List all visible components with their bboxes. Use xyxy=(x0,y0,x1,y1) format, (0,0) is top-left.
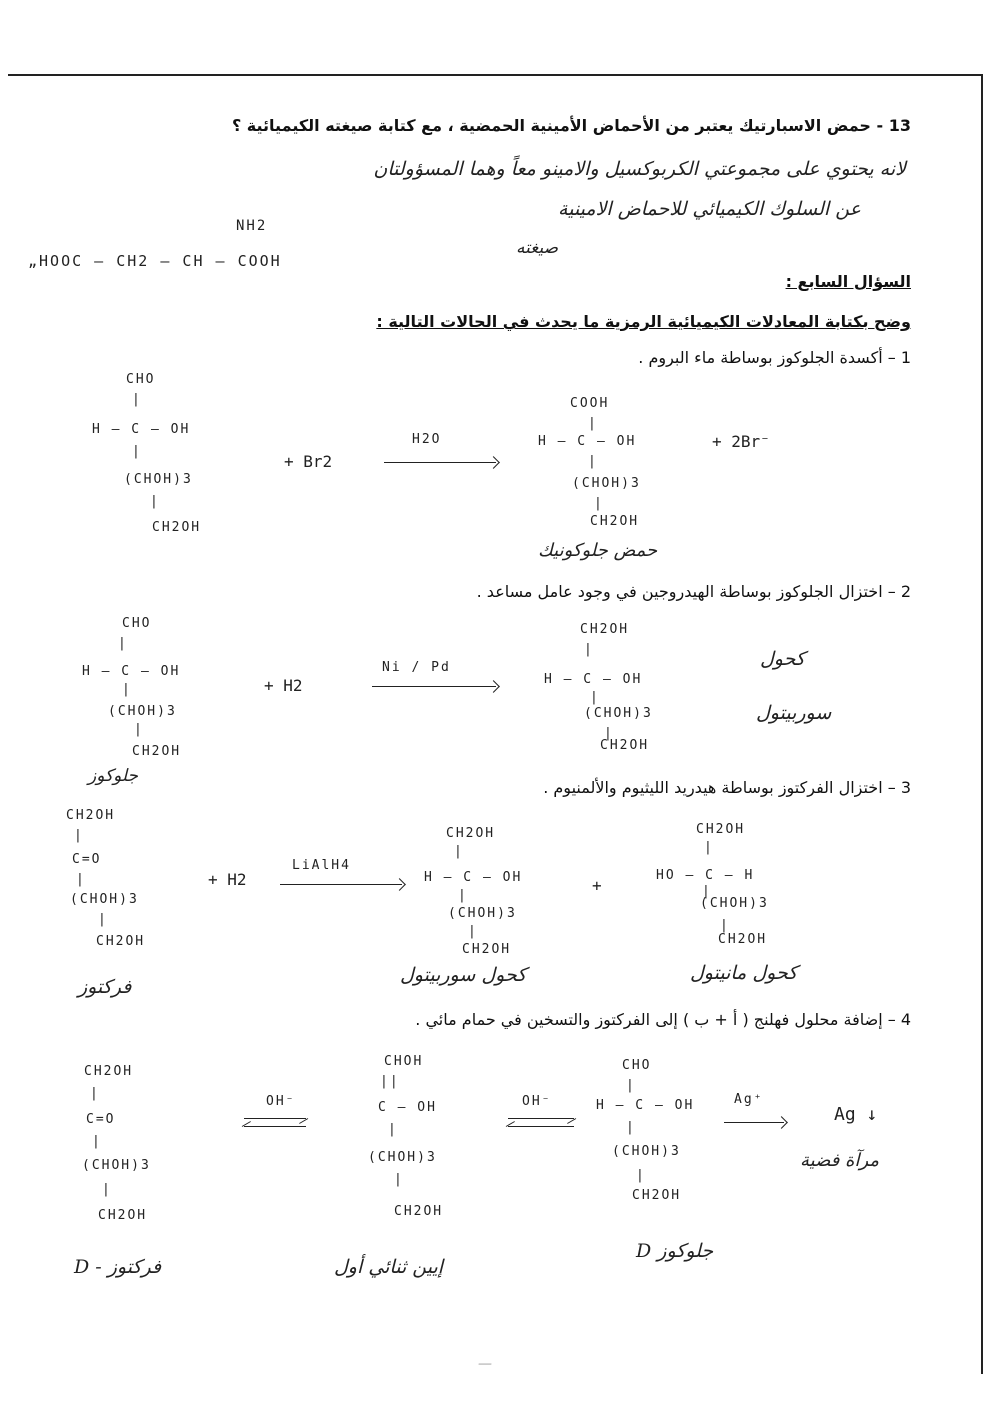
item3-product2-name: كحول مانيتول xyxy=(690,962,798,984)
bond: | xyxy=(102,1182,112,1197)
bond: | xyxy=(90,1086,100,1101)
bond: || xyxy=(380,1074,400,1089)
formula-line: CHO xyxy=(122,616,152,631)
bond: | xyxy=(720,918,730,933)
item2-product-name-1: كحول xyxy=(760,648,805,670)
formula-line: (CHOH)3 xyxy=(108,704,177,719)
formula-line: CH2OH xyxy=(696,822,746,837)
bond: | xyxy=(118,636,128,651)
item3-text: 3 – اختزال الفركتوز بوساطة هيدريد الليثيوم والألمنيوم . xyxy=(543,778,911,797)
item3-arrow xyxy=(280,884,402,885)
item1-product xyxy=(538,396,698,546)
formula-line: (CHOH)3 xyxy=(572,476,641,491)
item1-byproduct: + 2Br⁻ xyxy=(712,432,770,451)
bond: | xyxy=(588,416,598,431)
formula-line: CH2OH xyxy=(632,1188,682,1203)
item4-enediol xyxy=(368,1054,518,1224)
bond: | xyxy=(92,1134,102,1149)
item3-reactant-name: فركتوز xyxy=(78,976,132,998)
bond: | xyxy=(458,888,468,903)
formula-line: CH2OH xyxy=(446,826,496,841)
bond: | xyxy=(134,722,144,737)
bond: | xyxy=(626,1120,636,1135)
q13-heading: 13 - حمض الاسبارتيك يعتبر من الأحماض الأمينية الحمضية ، مع كتابة صيغته الكيميائية ؟ xyxy=(231,116,911,135)
item4-glucose-name: D جلوكوز xyxy=(636,1240,714,1262)
bond: | xyxy=(76,872,86,887)
bond: | xyxy=(98,912,108,927)
page-mark: — xyxy=(478,1356,492,1372)
formula-line: (CHOH)3 xyxy=(368,1150,437,1165)
bond: | xyxy=(394,1172,404,1187)
bond: | xyxy=(636,1168,646,1183)
item2-reactant-name: جلوكوز xyxy=(88,766,139,786)
section7-title: السؤال السابع : xyxy=(785,272,911,291)
item2-reagent: + H2 xyxy=(264,676,303,695)
formula-line: CH2OH xyxy=(84,1064,134,1079)
item4-equilibrium1-top xyxy=(244,1118,306,1119)
formula-line: CH2OH xyxy=(590,514,640,529)
item2-reactant xyxy=(82,616,242,766)
page-border-right xyxy=(981,74,983,1374)
item3-reagent: + H2 xyxy=(208,870,247,889)
item2-arrow xyxy=(372,686,496,687)
formula-line: CH2OH xyxy=(600,738,650,753)
q13-formula-label: صيغته xyxy=(516,238,559,258)
q13-answer-line1: لانه يحتوي على مجموعتي الكربوكسيل والامينو معاً وهما المسؤولتان xyxy=(373,158,906,180)
bond: | xyxy=(74,828,84,843)
item3-plus: + xyxy=(592,876,602,895)
formula-line: H – C – OH xyxy=(544,672,643,687)
page-border-top xyxy=(8,74,983,76)
item4-equilibrium2-top xyxy=(508,1118,574,1119)
item3-product1-name: كحول سوربيتول xyxy=(400,964,527,986)
item4-text: 4 – إضافة محلول فهلنج ( أ + ب ) إلى الفركتوز والتسخين في حمام مائي . xyxy=(415,1010,911,1029)
formula-line: CH2OH xyxy=(580,622,630,637)
formula-line: CH2OH xyxy=(66,808,116,823)
formula-line: C=O xyxy=(72,852,102,867)
bond: | xyxy=(704,840,714,855)
item4-arrow2-label: OH⁻ xyxy=(522,1094,552,1109)
bond: | xyxy=(122,682,132,697)
formula-line: CHOH xyxy=(384,1054,424,1069)
item3-arrow-label: LiAlH4 xyxy=(292,858,351,873)
bond: | xyxy=(594,496,604,511)
formula-line: H – C – OH xyxy=(92,422,191,437)
formula-line: (CHOH)3 xyxy=(700,896,769,911)
bond: | xyxy=(454,844,464,859)
bond: | xyxy=(132,392,142,407)
item4-arrow3 xyxy=(724,1122,784,1123)
formula-line: (CHOH)3 xyxy=(70,892,139,907)
item3-product2 xyxy=(656,822,826,972)
item4-equilibrium2-bottom xyxy=(508,1126,574,1127)
item4-equilibrium1-bottom xyxy=(244,1126,306,1127)
item2-text: 2 – اختزال الجلوكوز بوساطة الهيدروجين في وجود عامل مساعد . xyxy=(476,582,911,601)
item4-enediol-name: إيين ثنائي أول xyxy=(334,1256,444,1278)
formula-line: CH2OH xyxy=(132,744,182,759)
formula-line: H – C – OH xyxy=(596,1098,695,1113)
q13-answer-line2: عن السلوك الكيميائي للاحماض الامينية xyxy=(558,198,861,220)
item1-reactant xyxy=(92,372,242,542)
item4-arrow1-label: OH⁻ xyxy=(266,1094,296,1109)
bond: | xyxy=(588,454,598,469)
formula-line: CH2OH xyxy=(718,932,768,947)
formula-line: CH2OH xyxy=(394,1204,444,1219)
bond: | xyxy=(604,726,614,741)
item4-result-name: مرآة فضية xyxy=(800,1150,880,1171)
bond: | xyxy=(468,924,478,939)
item4-fructose-name: D - فركتوز xyxy=(74,1256,162,1278)
item1-text: 1 – أكسدة الجلوكوز بوساطة ماء البروم . xyxy=(638,348,911,367)
section7-instruction: وضح بكتابة المعادلات الكيميائية الرمزية ما يحدث في الحالات التالية : xyxy=(376,312,911,331)
bond: | xyxy=(132,444,142,459)
q13-formula: „HOOC — CH2 — CH — COOH xyxy=(28,252,282,270)
item4-result: Ag ↓ xyxy=(834,1104,878,1125)
formula-line: CHO xyxy=(622,1058,652,1073)
formula-line: CH2OH xyxy=(98,1208,148,1223)
item2-product-name-2: سوربيتول xyxy=(756,702,832,724)
formula-line: (CHOH)3 xyxy=(82,1158,151,1173)
formula-line: CHO xyxy=(126,372,156,387)
item1-arrow xyxy=(384,462,496,463)
item2-product xyxy=(544,622,714,772)
formula-line: C – OH xyxy=(378,1100,437,1115)
formula-line: H – C – OH xyxy=(538,434,637,449)
item1-product-name: حمض جلوكونيك xyxy=(538,540,658,561)
bond: | xyxy=(150,494,160,509)
formula-line: CH2OH xyxy=(462,942,512,957)
item4-fructose xyxy=(82,1064,222,1234)
formula-line: (CHOH)3 xyxy=(448,906,517,921)
formula-line: CH2OH xyxy=(96,934,146,949)
item4-glucose xyxy=(596,1058,756,1228)
bond: | xyxy=(584,642,594,657)
item3-product1 xyxy=(424,826,584,976)
bond: | xyxy=(388,1122,398,1137)
bond: | xyxy=(702,884,712,899)
item2-arrow-label: Ni / Pd xyxy=(382,660,451,675)
formula-line: H – C – OH xyxy=(82,664,181,679)
formula-line: (CHOH)3 xyxy=(612,1144,681,1159)
bond: | xyxy=(626,1078,636,1093)
formula-line: H – C – OH xyxy=(424,870,523,885)
bond: | xyxy=(590,690,600,705)
formula-line: COOH xyxy=(570,396,610,411)
formula-line: (CHOH)3 xyxy=(584,706,653,721)
item3-reactant xyxy=(66,808,206,958)
formula-line: C=O xyxy=(86,1112,116,1127)
item4-arrow3-label: Ag⁺ xyxy=(734,1092,764,1107)
item1-reagent: + Br2 xyxy=(284,452,333,471)
formula-line: (CHOH)3 xyxy=(124,472,193,487)
q13-formula-nh2: NH2 xyxy=(236,218,268,234)
item1-arrow-label: H2O xyxy=(412,432,442,447)
formula-line: HO – C – H xyxy=(656,868,755,883)
formula-line: CH2OH xyxy=(152,520,202,535)
